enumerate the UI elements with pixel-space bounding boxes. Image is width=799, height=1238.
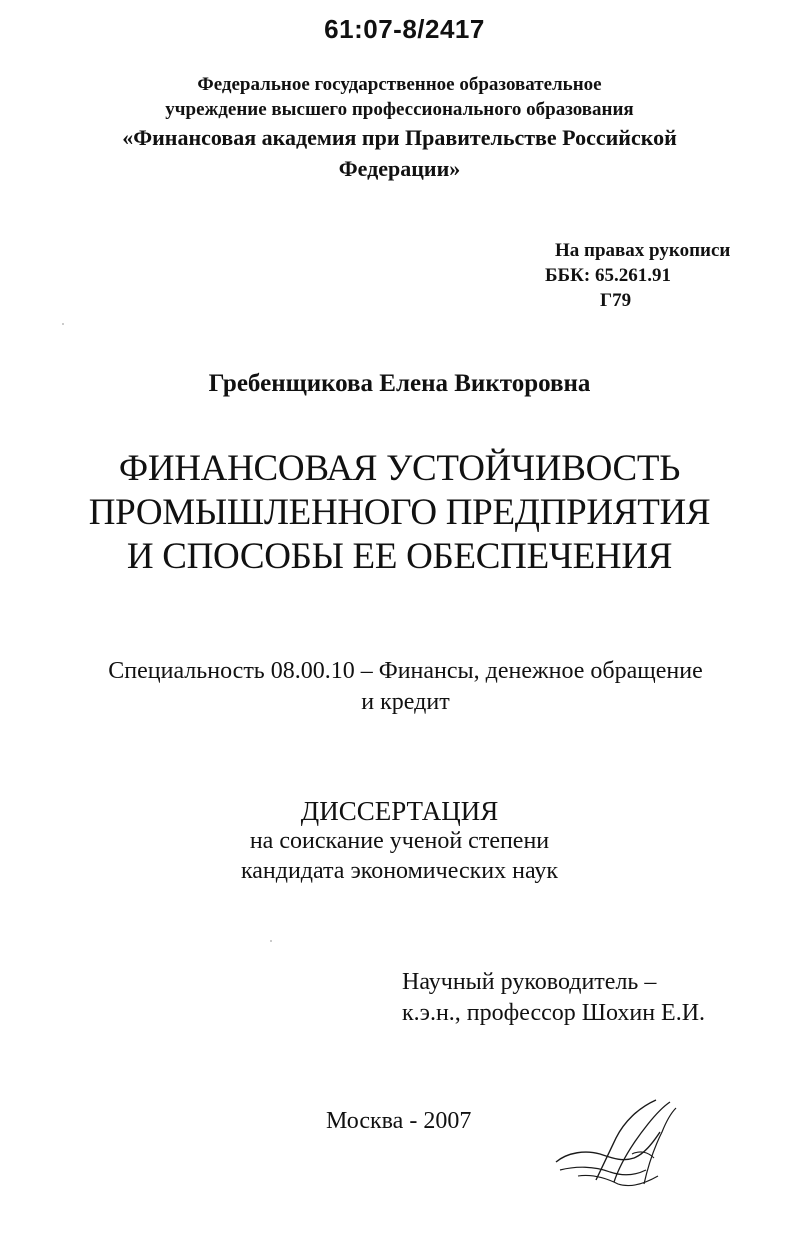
institution-line-4: Федерации» xyxy=(338,156,461,181)
handwritten-signature xyxy=(548,1092,688,1192)
institution-line-2: учреждение высшего профессионального образования xyxy=(165,99,634,120)
supervisor-name: к.э.н., профессор Шохин Е.И. xyxy=(402,1000,706,1026)
scan-speck xyxy=(270,940,272,942)
specialty-line-1: Специальность 08.00.10 – Финансы, денежное обращение xyxy=(108,658,703,684)
specialty-line-2: и кредит xyxy=(361,689,450,715)
dissertation-heading: ДИССЕРТАЦИЯ xyxy=(300,796,499,826)
author-name: Гребенщикова Елена Викторовна xyxy=(208,370,591,397)
institution-line-1: Федеральное государственное образовательное xyxy=(197,74,602,95)
specialty-block xyxy=(0,656,799,718)
supervisor-label: Научный руководитель – xyxy=(402,969,657,995)
place-and-year: Москва - 2007 xyxy=(326,1108,472,1134)
scan-speck xyxy=(62,323,64,325)
degree-line-1: на соискание ученой степени xyxy=(249,828,550,854)
catalog-code: 61:07-8/2417 xyxy=(324,14,485,44)
institution-block xyxy=(0,72,799,184)
title-line-3: И СПОСОБЫ ЕЕ ОБЕСПЕЧЕНИЯ xyxy=(126,536,673,577)
manuscript-rights-block xyxy=(545,238,785,313)
author-mark-code: Г79 xyxy=(600,290,632,311)
supervisor-block xyxy=(402,967,782,1029)
title-line-1: ФИНАНСОВАЯ УСТОЙЧИВОСТЬ xyxy=(118,448,681,489)
title-line-2: ПРОМЫШЛЕННОГО ПРЕДПРИЯТИЯ xyxy=(88,492,711,533)
institution-line-3: «Финансовая академия при Правительстве Российской xyxy=(122,125,677,150)
degree-block xyxy=(0,796,799,886)
dissertation-title xyxy=(0,447,799,579)
bbk-code: ББК: 65.261.91 xyxy=(545,265,671,286)
degree-line-2: кандидата экономических наук xyxy=(240,858,559,884)
manuscript-rights: На правах рукописи xyxy=(555,240,731,261)
